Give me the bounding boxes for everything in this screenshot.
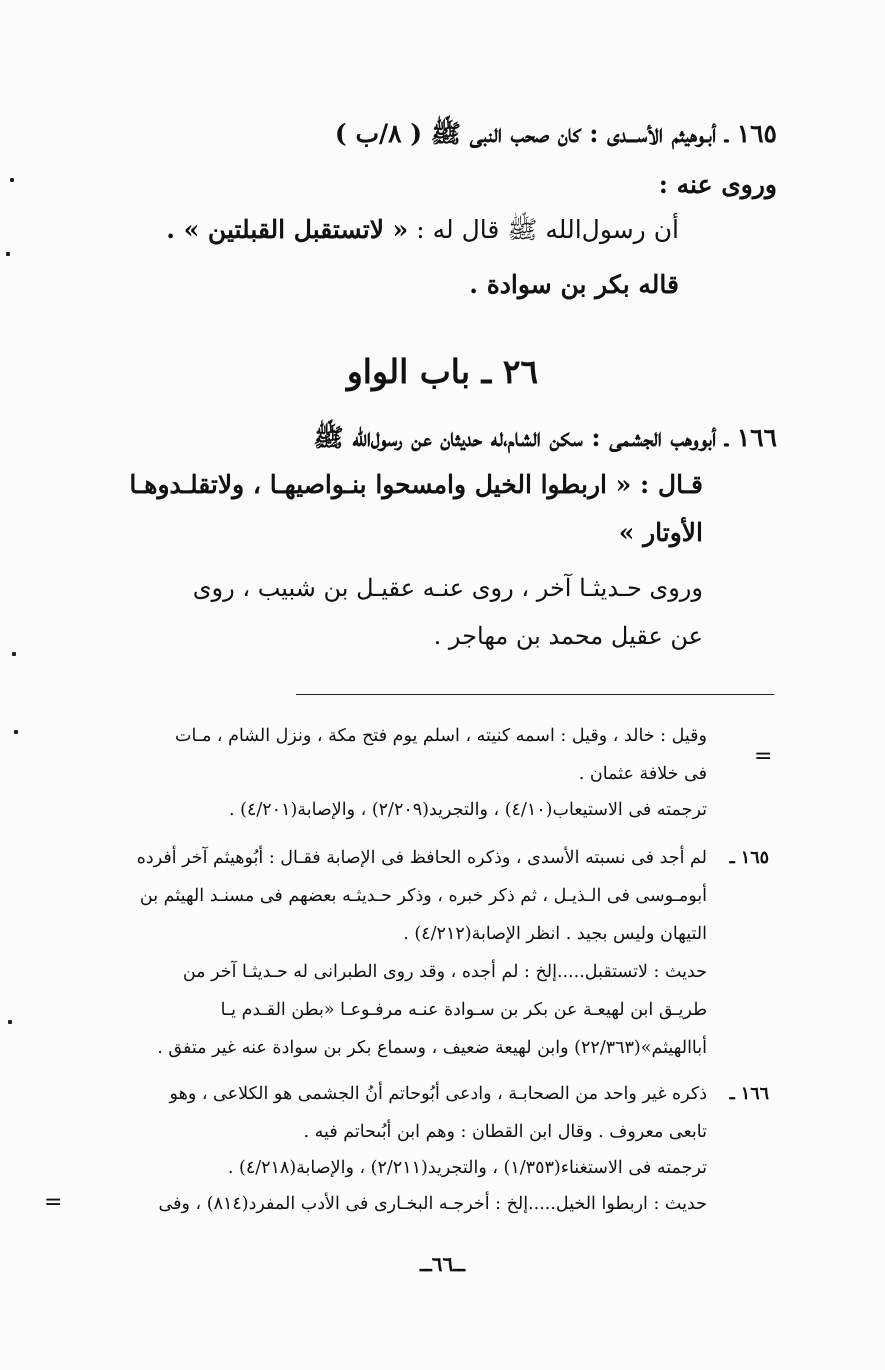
entry-165-line-3-text: أن رسول‌الله ﷺ قال له : — [408, 215, 679, 244]
continuation-mark-top: = — [754, 744, 773, 769]
entry-166-line-4: وروى حـديثـا آخر ، روى عنـه عقيـل بن شبيب ، روى — [192, 574, 703, 602]
footnote-165-line-1: لم أجد فى نسبته الأسدى ، وذكره الحافظ فى الإصابة فقـال : أبُوهيثم آخر أفرده — [136, 848, 707, 868]
footnote-cont-line-3: ترجمته فى الاستيعاب(٤/١٠) ، والتجريد(٢/٢٠٩) ، والإصابة(٤/٢٠١) . — [229, 800, 707, 820]
page-number: ــ٦٦ــ — [420, 1252, 465, 1276]
footnote-166-line-4: حديث : اربطوا الخيل.....إلخ : أخرجـه البخـارى فى الأدب المفرد(٨١٤) ، وفى — [158, 1194, 707, 1214]
entry-165-line-2: وروى عنه : — [658, 170, 777, 199]
footnote-166-line-3: ترجمته فى الاستغناء(١/٣٥٣) ، والتجريد(٢/٢١١) ، والإصابة(٤/٢١٨) . — [227, 1158, 707, 1178]
entry-165-line-4: قاله بكر بن سوادة . — [469, 270, 679, 299]
footnote-165-line-2: أبومـوسى فى الـذيـل ، ثم ذكر خبره ، وذكر حـديثـه بعضهم فى مسنـد الهيثم بن — [139, 886, 707, 906]
footnote-cont-line-1: وقيل : خالد ، وقيل : اسمه كنيته ، اسلم يوم فتح مكة ، ونزل الشام ، مـات — [175, 726, 707, 746]
footnote-separator — [296, 694, 774, 695]
scan-speck — [8, 1020, 12, 1024]
entry-166-line-1: ١٦٦ ـ أبووهب الجشمى : سكن الشام،له حديثان عن رسول‌الله ﷺ — [313, 423, 777, 452]
footnote-165-line-3: التيهان وليس بجيد . انظر الإصابة(٤/٢١٢) . — [403, 924, 707, 944]
scan-speck — [6, 252, 10, 256]
scan-speck — [10, 178, 14, 182]
footnote-165-line-6: أباالهيثم»(٢٢/٣٦٣) وابن لهيعة ضعيف ، وسماع بكر بن سوادة عنه غير متفق . — [157, 1038, 707, 1058]
continuation-mark-bottom: = — [44, 1190, 63, 1215]
footnote-165-line-4: حديث : لاتستقبل.....إلخ : لم أجده ، وقد روى الطبرانى له حـديثـا آخر من — [182, 962, 707, 982]
entry-165-line-3 — [166, 214, 679, 251]
scan-speck — [14, 730, 18, 734]
chapter-heading: ٢٦ ـ باب الواو — [346, 352, 539, 391]
footnote-166-line-1: ذكره غير واحد من الصحابـة ، وادعى أبُوحاتم أنُ الجشمى هو الكلاعى ، وهو — [169, 1084, 707, 1104]
entry-166-line-2 — [129, 470, 703, 499]
entry-166-line-3: الأوتار » — [618, 518, 703, 547]
footnote-165-line-5: طريـق ابن لهيعـة عن بكر بن سـوادة عنـه مرفـوعـا «بطن القـدم يـا — [220, 1000, 707, 1020]
entry-165-line-1: ١٦٥ ـ أبـوهيثم الأســـدى : كان صحب النبى ﷺ ( ٨/ب ) — [334, 119, 777, 148]
entry-165-hadith: « لاتستقبل القبلتين » . — [166, 215, 409, 244]
entry-166-hadith: « اربطوا الخيل وامسحوا بنـواصيهـا ، ولاتقلـدوهـا — [129, 470, 632, 499]
scan-speck — [12, 652, 16, 656]
footnote-165-number: ١٦٥ ـ — [729, 848, 769, 868]
footnote-166-number: ١٦٦ ـ — [729, 1084, 769, 1104]
footnote-cont-line-2: فى خلافة عثمان . — [578, 764, 707, 784]
entry-166-line-2-text: قـال : — [631, 470, 703, 499]
footnote-166-line-2: تابعى معروف . وقال ابن القطان : وهم ابن أبُىحاتم فيه . — [303, 1122, 707, 1142]
entry-166-line-5: عن عقيل محمد بن مهاجر . — [433, 622, 703, 650]
